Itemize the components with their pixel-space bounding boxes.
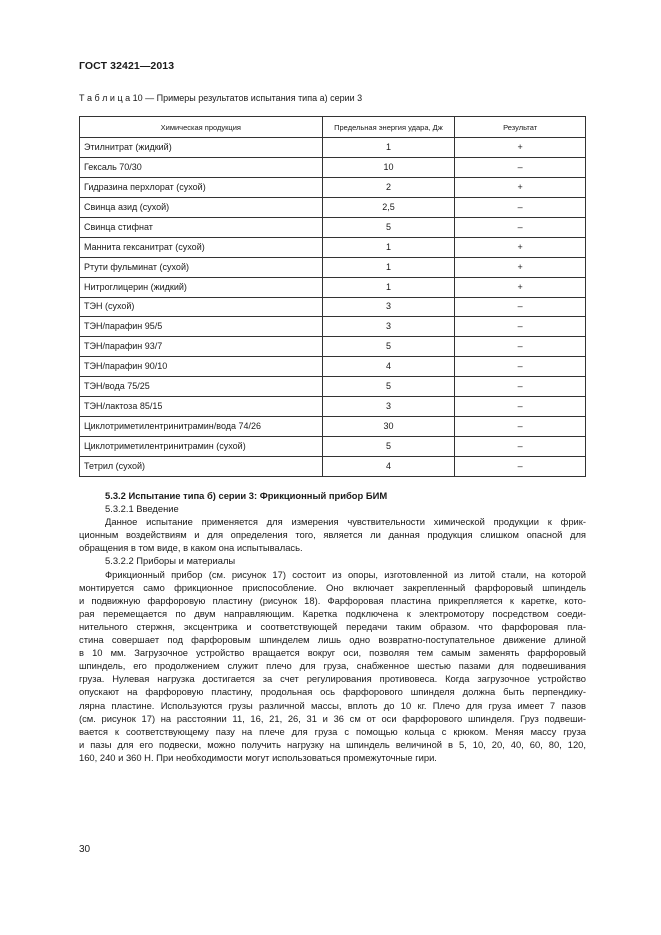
subsection-heading-apparatus: 5.3.2.2 Приборы и материалы [105,555,236,567]
cell-product: Маннита гексанитрат (сухой) [80,237,323,257]
text-line: монтируется само фрикционное приспособление. Оно включает закрепленный фарфоровый шпиндель [79,581,586,593]
cell-result: – [455,397,586,417]
table-row [80,297,586,317]
page-number: 30 [79,844,91,855]
cell-product: Ртути фульминат (сухой) [80,257,323,277]
text-line: 160, 240 и 360 Н. При необходимости могут использоваться промежуточные гири. [79,751,437,763]
table-row [80,457,586,477]
text-line: опускают на фарфоровую пластину, продольная ось фарфорового шпинделя должна быть перпендику- [79,686,586,698]
cell-energy: 1 [322,257,455,277]
cell-result: + [455,138,586,158]
table-header-row [80,117,586,138]
cell-result: – [455,377,586,397]
cell-result: – [455,297,586,317]
text-line: лярна пластине. Используются грузы различной массы, вплоть до 10 кг. Плечо для груза имеет 7 пазов [79,699,586,711]
results-table [79,116,586,477]
column-header-product: Химическая продукция [80,117,323,138]
cell-energy: 5 [322,437,455,457]
cell-energy: 4 [322,457,455,477]
column-header-result: Результат [455,117,586,138]
column-header-energy: Предельная энергия удара, Дж [322,117,455,138]
table-row [80,357,586,377]
cell-energy: 5 [322,337,455,357]
text-line: шпиндель, его продолжением служит плечо для груза, снабженное шестью пазами для подвешивания [79,660,586,672]
table-row [80,197,586,217]
cell-result: – [455,317,586,337]
cell-energy: 30 [322,417,455,437]
table-row [80,138,586,158]
table-row [80,237,586,257]
cell-result: + [455,177,586,197]
text-line: обращения в том виде, в каком она испытывалась. [79,542,303,554]
text-line: рая перемещается по двум направляющим. Каретка подключена к электромотору посредством соеди- [79,607,586,619]
text-line: стина совершает под фарфоровым шпинделем лишь одно возвратно-поступательное движение длиной [79,634,586,646]
cell-result: – [455,197,586,217]
cell-product: Этилнитрат (жидкий) [80,138,323,158]
cell-result: – [455,437,586,457]
cell-product: Свинца стифнат [80,217,323,237]
text-line: и пазы для его подвески, можно получить нагрузку на шпиндель величиной в 5, 10, 20, 40, 60, 80, 120, [79,738,586,750]
text-line: ционным воздействиям и для определения того, является ли данная продукция слишком опасной для [79,529,586,541]
cell-energy: 4 [322,357,455,377]
table-row [80,317,586,337]
cell-energy: 1 [322,237,455,257]
text-line: Данное испытание применяется для измерения чувствительности химической продукции к фрик- [105,516,586,528]
paragraph-introduction [79,515,586,554]
table-row [80,417,586,437]
cell-product: ТЭН/парафин 95/5 [80,317,323,337]
cell-product: ТЭН (сухой) [80,297,323,317]
cell-result: + [455,257,586,277]
table-row [80,277,586,297]
cell-result: – [455,217,586,237]
cell-energy: 1 [322,138,455,158]
cell-energy: 2 [322,177,455,197]
text-line: Фрикционный прибор (см. рисунок 17) состоит из опоры, изготовленной из литой стали, на которой [105,568,586,580]
cell-result: – [455,337,586,357]
text-line: нительного стержня, эксцентрика и соответствующей передачи таким образом. что фарфоровая пла- [79,620,586,632]
cell-energy: 3 [322,397,455,417]
text-line: (см. рисунок 17) на расстоянии 11, 16, 21, 26, 31 и 36 см от оси фарфорового шпинделя. Груз подвеши- [79,712,586,724]
subsection-heading-introduction: 5.3.2.1 Введение [105,503,179,515]
cell-product: Тетрил (сухой) [80,457,323,477]
cell-energy: 5 [322,377,455,397]
table-row [80,257,586,277]
cell-energy: 3 [322,297,455,317]
cell-product: ТЭН/вода 75/25 [80,377,323,397]
cell-product: Гидразина перхлорат (сухой) [80,177,323,197]
cell-product: Гексаль 70/30 [80,157,323,177]
table-row [80,377,586,397]
cell-product: Циклотриметилентринитрамин/вода 74/26 [80,417,323,437]
text-line: груза. Нулевая нагрузка достигается за счет регулирования противовеса. Когда загрузочное устройство [79,673,586,685]
table-row [80,177,586,197]
text-line: в 10 мм. Загрузочное устройство вращается вокруг оси, позволяя тем самым заменять фарфоровый [79,647,586,659]
table-row [80,217,586,237]
cell-energy: 5 [322,217,455,237]
standard-designation: ГОСТ 32421—2013 [79,60,175,72]
table-row [80,397,586,417]
cell-product: ТЭН/парафин 90/10 [80,357,323,377]
table-row [80,157,586,177]
text-line: и подвижную фарфоровую пластину (рисунок 18). Фарфоровая пластина прикрепляется к каретке, кото- [79,594,586,606]
cell-result: – [455,357,586,377]
paragraph-apparatus [79,568,586,764]
cell-product: Свинца азид (сухой) [80,197,323,217]
cell-energy: 3 [322,317,455,337]
text-line: вается к соответствующему пазу на плече для груза с помощью кольца с крюком. Меняя массу груза [79,725,586,737]
cell-result: – [455,157,586,177]
cell-result: – [455,417,586,437]
table-row [80,337,586,357]
table-caption: Т а б л и ц а 10 — Примеры результатов испытания типа а) серии 3 [79,93,363,103]
table-body [80,138,586,477]
cell-energy: 1 [322,277,455,297]
cell-result: + [455,277,586,297]
cell-energy: 2,5 [322,197,455,217]
table-row [80,437,586,457]
cell-energy: 10 [322,157,455,177]
cell-result: + [455,237,586,257]
cell-product: Нитроглицерин (жидкий) [80,277,323,297]
cell-product: ТЭН/лактоза 85/15 [80,397,323,417]
cell-product: Циклотриметилентринитрамин (сухой) [80,437,323,457]
cell-result: – [455,457,586,477]
body-text [79,489,586,764]
cell-product: ТЭН/парафин 93/7 [80,337,323,357]
section-heading: 5.3.2 Испытание типа б) серии 3: Фрикционный прибор БИМ [105,490,388,501]
